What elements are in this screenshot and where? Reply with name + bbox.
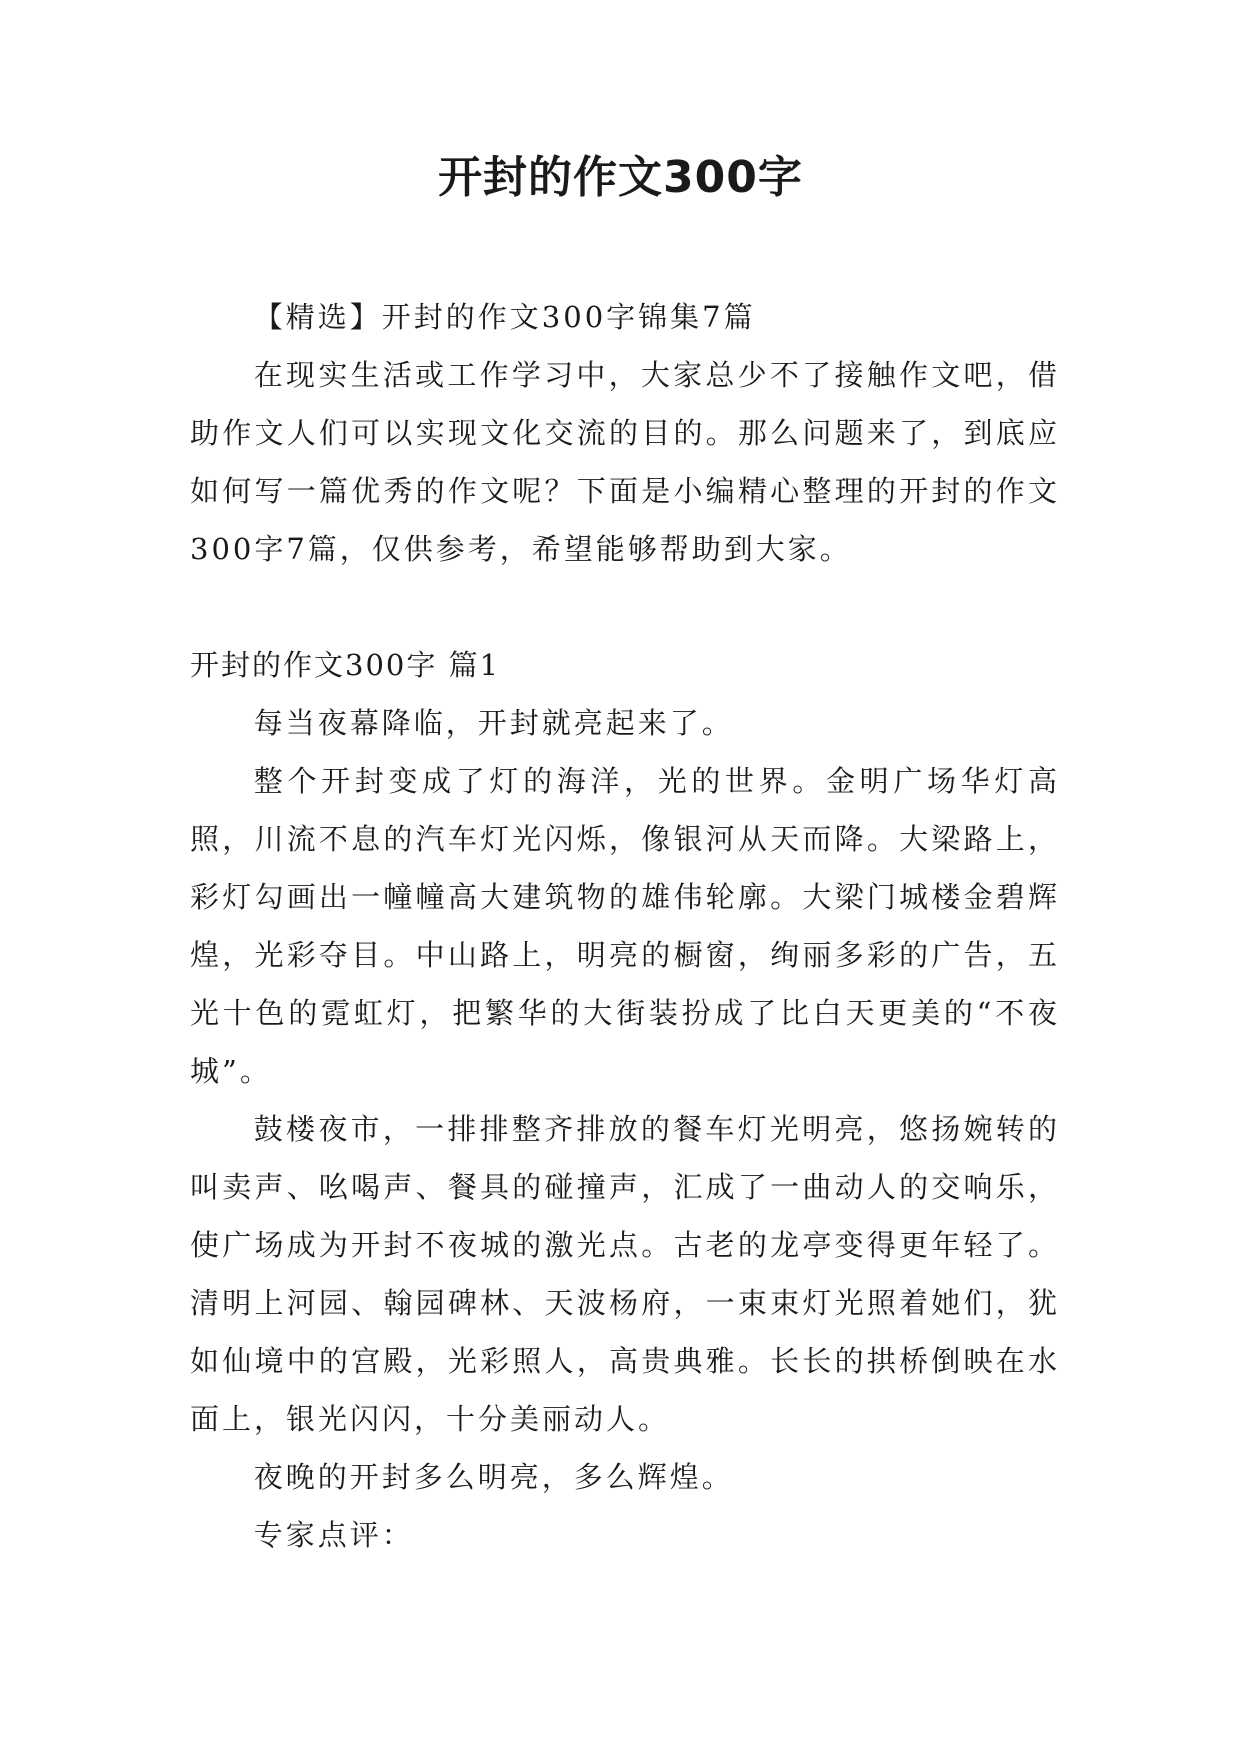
essay-paragraph: 鼓楼夜市，一排排整齐排放的餐车灯光明亮，悠扬婉转的叫卖声、吆喝声、餐具的碰撞声，汇成了一曲动人的交响乐，使广场成为开封不夜城的激光点。古老的龙亭变得更年轻了。清明上河园、翰园碑林、天波杨府，一束束灯光照着她们，犹如仙境中的宫殿，光彩照人，高贵典雅。长长的拱桥倒映在水面上，银光闪闪，十分美丽动人。 (190, 1112, 1060, 1436)
document-title: 开封的作文300字 (438, 152, 803, 203)
document-body (190, 288, 1060, 1564)
section-spacer (190, 578, 1060, 636)
essay-paragraph: 每当夜幕降临，开封就亮起来了。 (253, 706, 734, 740)
document-subtitle: 【精选】开封的作文300字锦集7篇 (253, 300, 756, 334)
section-heading: 开封的作文300字 篇1 (190, 648, 501, 682)
intro-paragraph: 在现实生活或工作学习中，大家总少不了接触作文吧，借助作文人们可以实现文化交流的目的。那么问题来了，到底应如何写一篇优秀的作文呢？下面是小编精心整理的开封的作文300字7篇，仅供参考，希望能够帮助到大家。 (190, 358, 1060, 566)
expert-review-label: 专家点评： (253, 1518, 414, 1552)
essay-paragraph: 夜晚的开封多么明亮，多么辉煌。 (253, 1460, 734, 1494)
essay-paragraph: 整个开封变成了灯的海洋，光的世界。金明广场华灯高照，川流不息的汽车灯光闪烁，像银河从天而降。大梁路上，彩灯勾画出一幢幢高大建筑物的雄伟轮廓。大梁门城楼金碧辉煌，光彩夺目。中山路上，明亮的橱窗，绚丽多彩的广告，五光十色的霓虹灯，把繁华的大街装扮成了比白天更美的“不夜城”。 (190, 764, 1060, 1088)
